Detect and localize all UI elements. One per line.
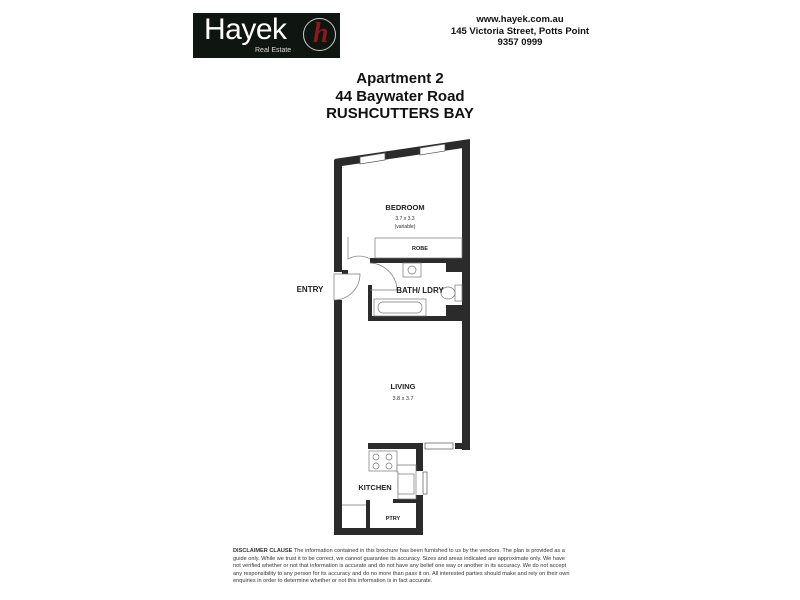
entry-door <box>334 274 360 300</box>
logo-subtitle: Real Estate <box>255 47 292 54</box>
logo-mark-icon: h <box>303 18 336 51</box>
wall-kitchen-top <box>368 443 418 449</box>
wall-kitchen-right-upper <box>416 443 423 471</box>
address-line-3: RUSHCUTTERS BAY <box>326 105 474 122</box>
wall-right <box>462 140 470 450</box>
disclaimer-text: The information contained in this brochure has been furnished to us by the vendors. The plan is provided as a guide only. While we trust it to be correct, we cannot guarantee its accuracy. Sizes and areas indicated are approximate only. We have not verified whether or not that information is accurate and do not have any belief one way or another in its accuracy. We do not accept any responsibility to any person for its accuracy and do no more than pass it on. All interested parties should make and rely on their own enquiries in order to determine whether or not this information is in fact accurate. <box>233 548 570 584</box>
disclaimer-title: DISCLAIMER CLAUSE <box>233 548 293 554</box>
burner <box>373 454 379 460</box>
toilet-cistern <box>455 285 462 301</box>
window <box>423 472 427 494</box>
wall-top <box>334 139 470 166</box>
wall-left-upper <box>334 160 342 272</box>
disclaimer <box>233 548 573 586</box>
website: www.hayek.com.au <box>476 14 564 25</box>
wall-left-lower <box>334 300 342 535</box>
entry-label: ENTRY <box>296 285 324 294</box>
bath-label: BATH/ LDRY <box>396 286 444 295</box>
bath-door <box>370 263 397 290</box>
living-size: 3.8 x 3.7 <box>392 396 414 402</box>
living-label: LIVING <box>390 382 416 391</box>
basin-bowl <box>408 266 416 274</box>
burner <box>373 463 379 469</box>
pantry-label: PTRY <box>385 516 401 522</box>
address-line-1: Apartment 2 <box>356 70 444 87</box>
bath-tub-inner <box>378 302 422 313</box>
wall-block <box>446 305 470 320</box>
wall-bottom <box>334 528 423 535</box>
bedroom-note: (variable) <box>394 224 416 230</box>
wall-stub <box>342 270 348 274</box>
window <box>425 443 453 449</box>
wall-pantry-top <box>393 499 418 503</box>
wall-block <box>446 258 470 272</box>
wall-pantry-side <box>366 500 370 530</box>
kitchen-label: KITCHEN <box>358 483 392 492</box>
street-address: 145 Victoria Street, Potts Point <box>450 25 590 37</box>
bedroom-label: BEDROOM <box>385 203 425 212</box>
robe-label: ROBE <box>412 246 428 252</box>
phone: 9357 0999 <box>497 37 543 48</box>
address-line-2: 44 Baywater Road <box>335 87 465 105</box>
bedroom-door <box>348 237 370 259</box>
window <box>420 144 445 155</box>
burner <box>386 454 392 460</box>
cooktop <box>369 451 397 471</box>
burner <box>386 463 392 469</box>
kitchen-sink <box>398 474 414 494</box>
logo-brand: Hayek <box>204 13 287 46</box>
bedroom-size: 3.7 x 3.3 <box>395 216 415 222</box>
wall-living-bottom <box>455 443 470 449</box>
